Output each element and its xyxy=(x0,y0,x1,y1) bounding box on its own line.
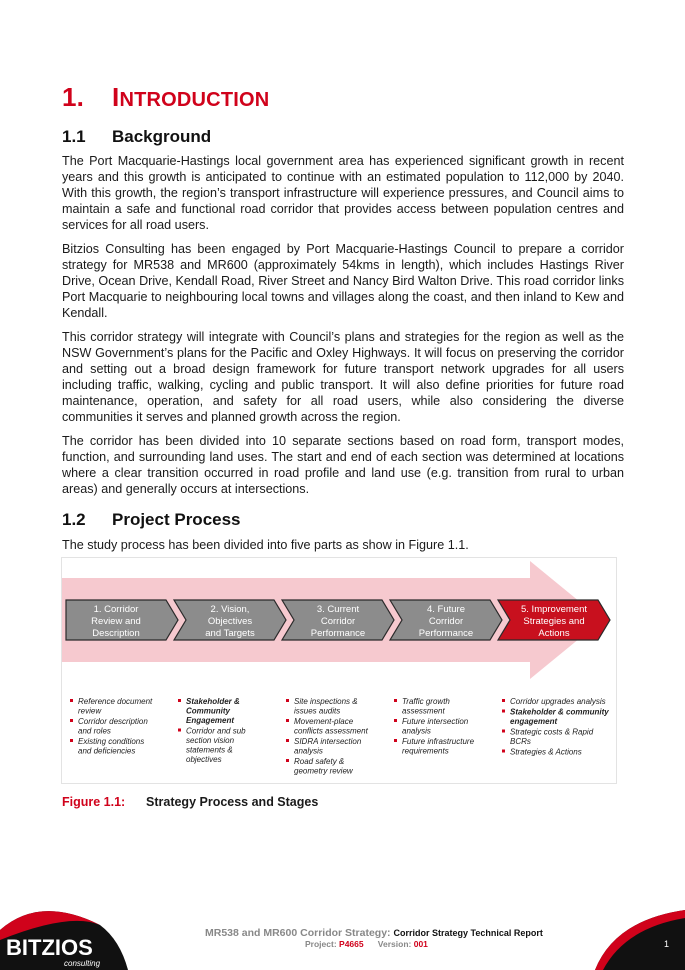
chapter-title-rest: NTRODUCTION xyxy=(119,89,270,111)
paragraph: The corridor has been divided into 10 separate sections based on road form, transport modes, function, and surrounding land uses. The start and end of each section was determined at locations where a clear transition occurred in road profile and land use (e.g. transition from rural to urban areas) and generally occurs at intersections. xyxy=(62,434,624,496)
bullet-marker xyxy=(178,699,181,702)
logo-subtext: consulting xyxy=(64,959,101,968)
paragraph: This corridor strategy will integrate with Council’s plans and strategies for the region as well as the NSW Government’s plans for the Pacific and Oxley Highways. It will focus on preserving the corridor and setting out a broad design framework for future transport network upgrades for all users including traffic, walking, cycling and public transport. It will also define priorities for future road maintenance, operation, and safety for all road users, while also considering the diverse communities it serves and planned growth across the region. xyxy=(62,330,624,424)
version-label: Version: xyxy=(377,939,412,949)
project-label: Project: xyxy=(305,939,337,949)
bullet-marker xyxy=(394,699,397,702)
section-title: Background xyxy=(112,127,212,146)
bullet-text: Strategies & Actions xyxy=(510,747,582,757)
bullet-text: and roles xyxy=(78,726,111,736)
bullet-text: Corridor description xyxy=(78,717,148,726)
bullet-text: section vision xyxy=(186,736,235,745)
section-number: 1.1 xyxy=(62,127,86,146)
stage-label: 1. Corridor xyxy=(93,604,139,615)
bullet-marker xyxy=(286,739,289,742)
bullet-text: objectives xyxy=(186,755,222,764)
bullet-text: Stakeholder & xyxy=(186,697,240,706)
stage-label: Objectives xyxy=(207,616,253,627)
bullet-marker xyxy=(286,759,289,762)
stage-label: Performance xyxy=(310,628,366,639)
bullet-text: and deficiencies xyxy=(78,746,136,756)
bullet-marker xyxy=(502,730,505,733)
section-heading-background xyxy=(62,127,211,147)
stage-label: Description xyxy=(92,628,140,639)
footer-report-subtitle: Corridor Strategy Technical Report xyxy=(393,928,543,938)
section-title: Project Process xyxy=(112,510,241,529)
bullet-text: Community xyxy=(186,706,230,716)
bullet-text: statements & xyxy=(186,745,233,755)
bullet-marker xyxy=(70,699,73,702)
figure-caption xyxy=(62,795,318,809)
caption-label: Figure 1.1: xyxy=(62,795,126,809)
stage-label: and Targets xyxy=(205,628,255,639)
bullet-text: geometry review xyxy=(294,766,353,776)
section-heading-project-process xyxy=(62,510,241,530)
bullet-text: BCRs xyxy=(510,737,531,746)
stage-label: 3. Current xyxy=(316,604,360,615)
stage-label: 4. Future xyxy=(426,604,466,615)
bullet-marker xyxy=(502,699,505,702)
stage-label: 2. Vision, xyxy=(210,604,250,615)
bullet-marker xyxy=(394,719,397,722)
bullet-marker xyxy=(178,729,181,732)
footer-project-info xyxy=(305,939,428,949)
bullet-text: analysis xyxy=(402,726,431,736)
stage-label: Corridor xyxy=(320,616,356,627)
stage-label: Strategies and xyxy=(523,616,585,627)
bullet-text: engagement xyxy=(510,717,558,726)
footer-report-name: MR538 and MR600 Corridor Strategy: xyxy=(205,927,391,939)
stage-label: Actions xyxy=(538,628,570,639)
bullet-text: Traffic growth xyxy=(402,697,450,706)
bullet-marker xyxy=(70,719,73,722)
strategy-process-figure xyxy=(62,558,616,783)
bullet-text: requirements xyxy=(402,746,449,756)
bullet-marker xyxy=(286,699,289,702)
bullet-marker xyxy=(286,719,289,722)
stage-label: Review and xyxy=(91,616,141,627)
bullet-text: Stakeholder & community xyxy=(510,707,609,717)
bullet-text: Road safety & xyxy=(294,757,345,766)
bullet-text: SIDRA intersection xyxy=(294,737,362,746)
process-diagram xyxy=(62,558,616,783)
bullet-text: Movement-place xyxy=(294,717,354,726)
logo-text: BITZIOS xyxy=(6,935,93,960)
paragraph: Bitzios Consulting has been engaged by Port Macquarie-Hastings Council to prepare a corridor strategy for MR538 and MR600 (approximately 54kms in length), which includes Hastings River Drive, Ocean Drive, Kendall Road, River Street and Nancy Bird Walton Drive. This road corridor links Port Macquarie to neighbouring local towns and villages along the coast, and then inland to Kew and Kendall. xyxy=(62,242,624,320)
bullet-marker xyxy=(502,750,505,753)
bullet-text: conflicts assessment xyxy=(294,726,368,736)
paragraph: The Port Macquarie-Hastings local government area has experienced significant growth in recent years and this growth is anticipated to continue with an estimated population to 112,000 by 2040. With this growth, the region’s transport infrastructure will experience pressures, and Council aims to maintain a safe and functional road corridor that provides access between population centres and services for all road users. xyxy=(62,154,624,232)
footer-title xyxy=(205,927,543,939)
bullet-text: analysis xyxy=(294,746,323,756)
bullet-text: Future intersection xyxy=(402,717,469,726)
bullet-text: review xyxy=(78,706,102,716)
chapter-number: 1. xyxy=(62,82,85,112)
chapter-title-initial: I xyxy=(112,82,120,112)
bullet-marker xyxy=(394,739,397,742)
caption-text: Strategy Process and Stages xyxy=(146,795,319,809)
project-value: P4665 xyxy=(339,939,364,949)
chapter-heading xyxy=(62,82,269,113)
bullet-marker xyxy=(70,739,73,742)
page-corner-shape xyxy=(595,910,685,970)
bullet-marker xyxy=(502,710,505,713)
section-number: 1.2 xyxy=(62,510,86,529)
bullet-text: Site inspections & xyxy=(294,697,358,706)
bullet-text: assessment xyxy=(402,706,445,716)
bullet-text: Existing conditions xyxy=(78,737,145,746)
page-number: 1 xyxy=(663,939,669,949)
bullet-text: Reference document xyxy=(78,697,153,706)
stage-label: Corridor xyxy=(428,616,464,627)
bullet-text: Corridor upgrades analysis xyxy=(510,697,606,706)
stage-label: Performance xyxy=(418,628,474,639)
bullet-text: Engagement xyxy=(186,716,235,725)
bullet-text: issues audits xyxy=(294,706,341,716)
stage-label: 5. Improvement xyxy=(521,604,587,615)
paragraph: The study process has been divided into five parts as show in Figure 1.1. xyxy=(62,538,469,552)
bullet-text: Corridor and sub xyxy=(186,726,246,736)
bullet-text: Strategic costs & Rapid xyxy=(510,727,594,737)
bullet-text: Future infrastructure xyxy=(402,737,475,746)
bitzios-logo xyxy=(0,900,130,970)
version-value: 001 xyxy=(413,939,428,949)
